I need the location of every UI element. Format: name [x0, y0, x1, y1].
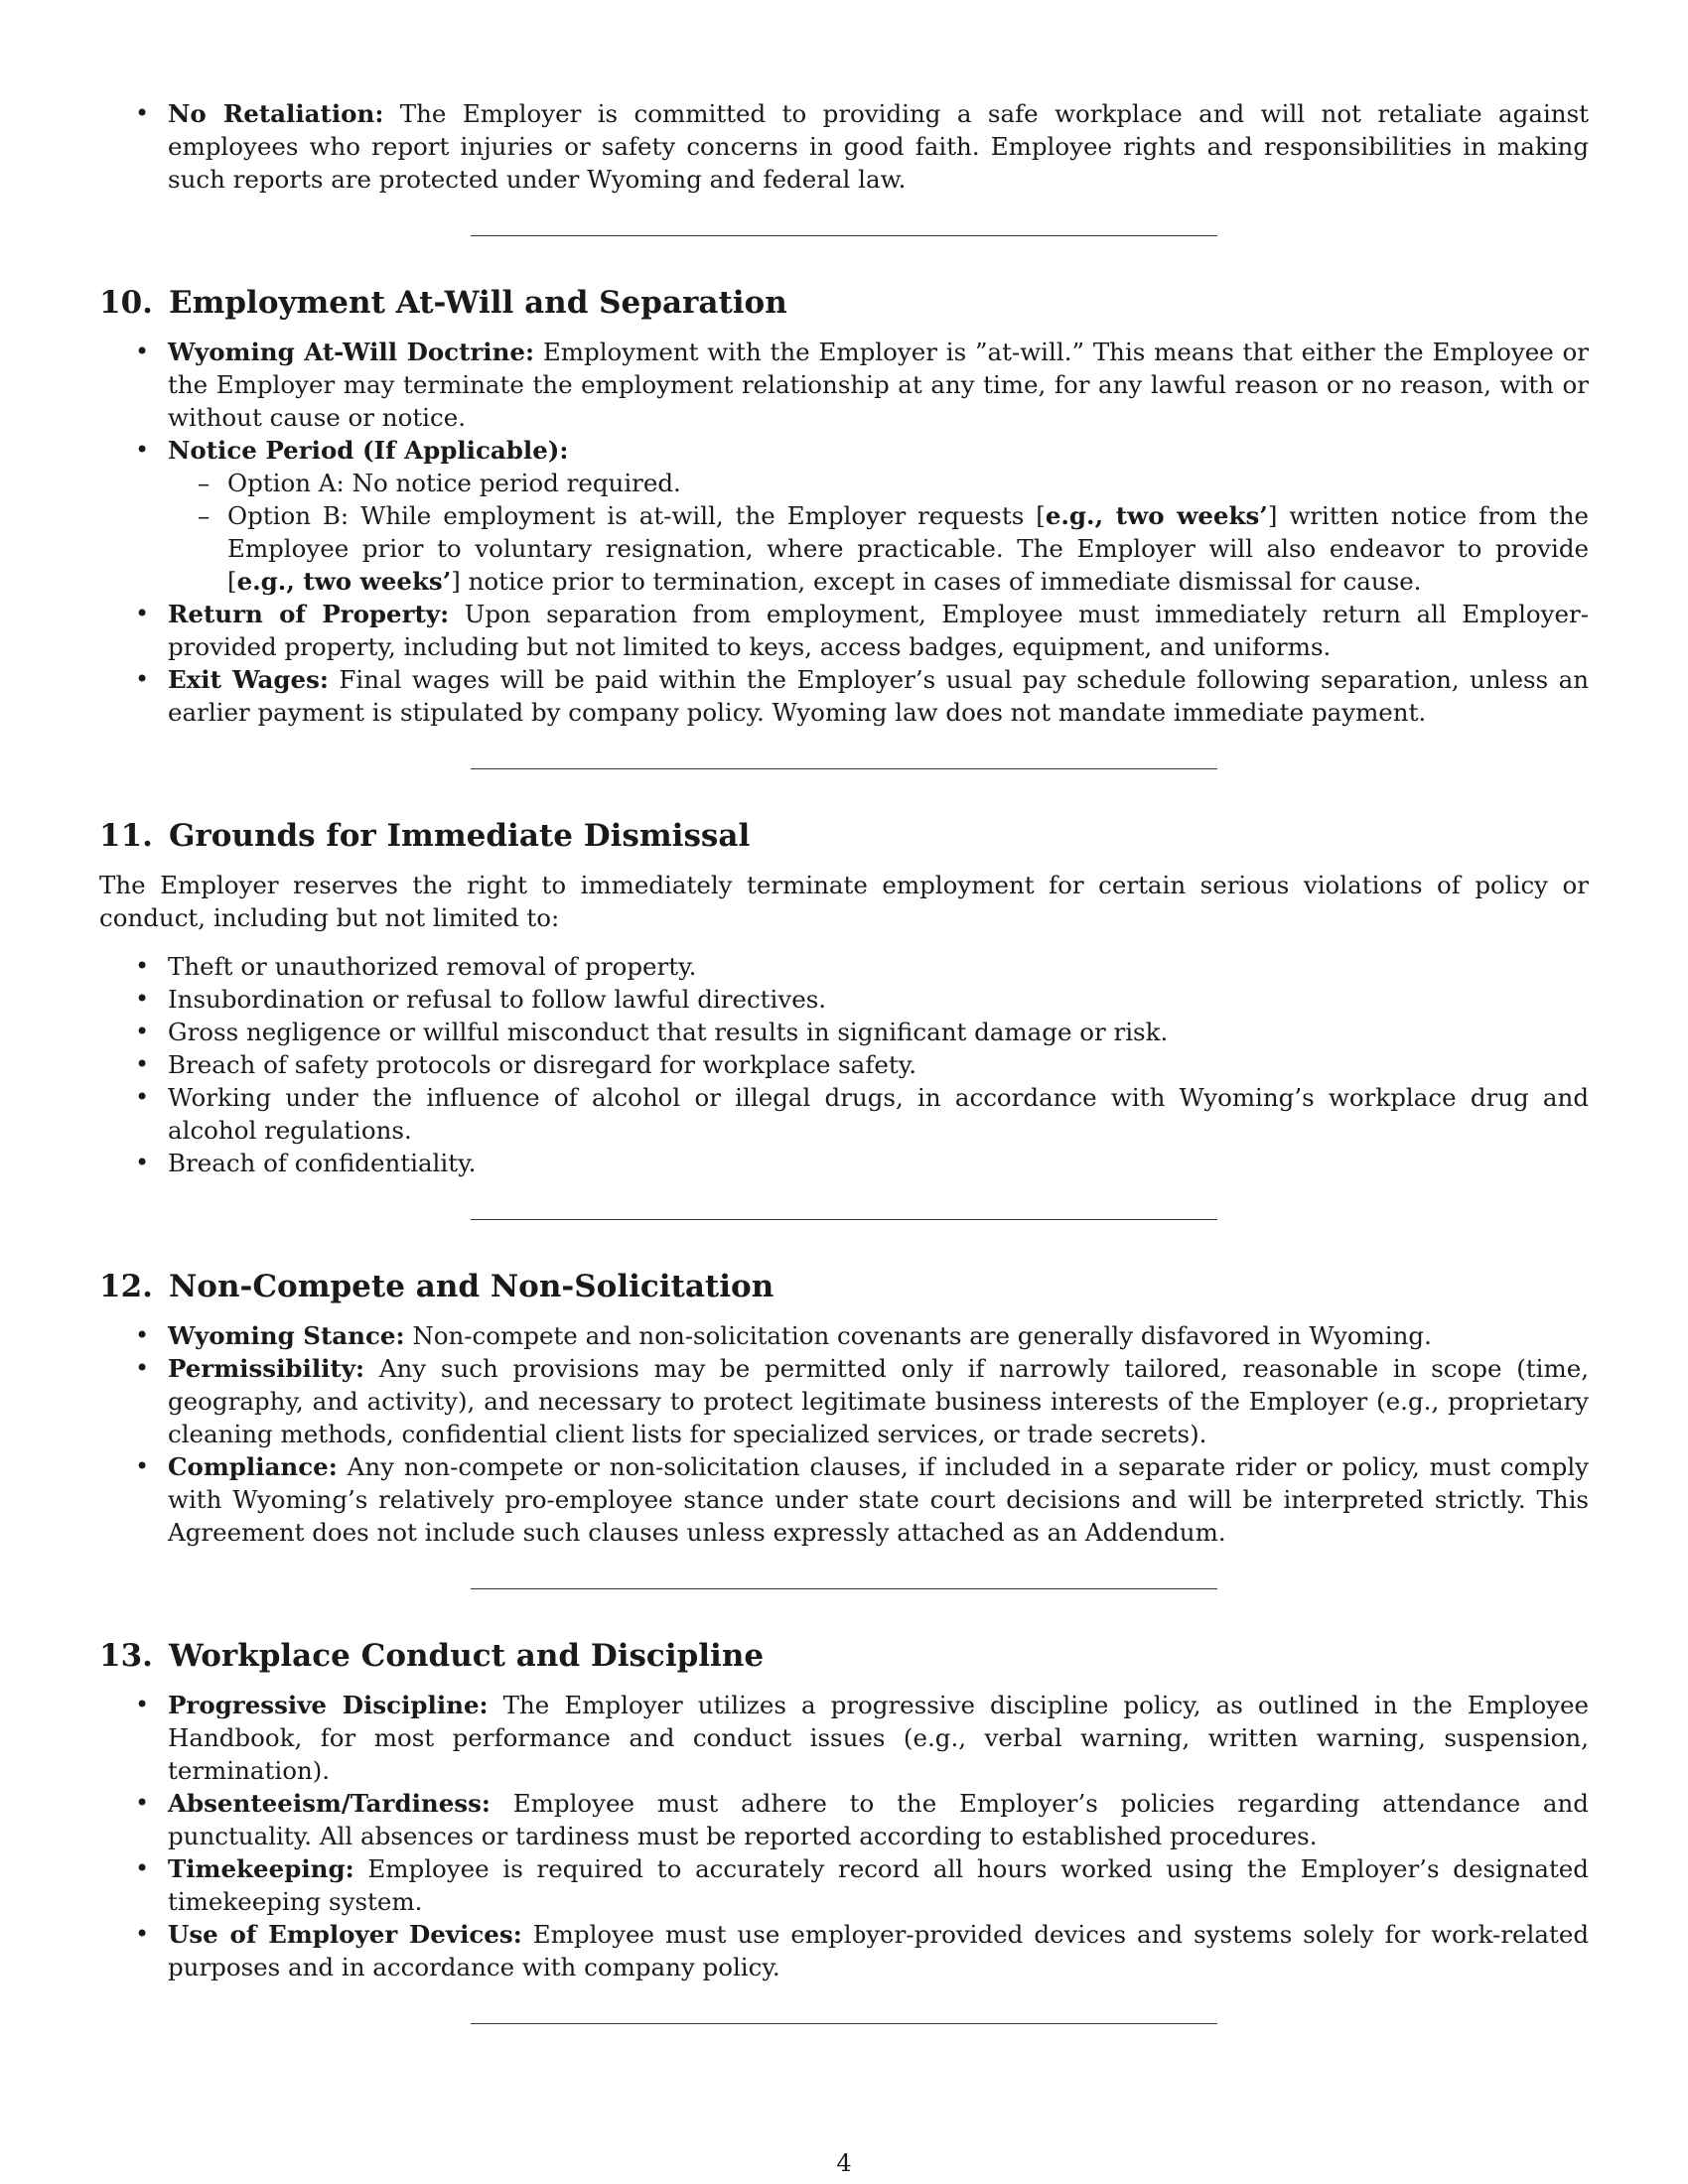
- list-item: • Breach of safety protocols or disregard for workplace safety.: [99, 1048, 1589, 1081]
- item-text: Employment with the Employer is ”at-will.” This means that either the Employee or the Employer may terminate the employment relationship at any time, for any lawful reason or no reason, with or without cause or notice.: [168, 338, 1590, 432]
- list-item: [99, 336, 1589, 434]
- document-page: [99, 97, 1589, 2024]
- retaliation-list: [99, 97, 1589, 196]
- item-label: Timekeeping:: [168, 1854, 354, 1883]
- item-text: Any non-compete or non-solicitation clauses, if included in a separate rider or policy, must comply with Wyoming’s relatively pro-employee stance under state court decisions and will be interpreted strictly. This Agreement does not include such clauses unless expressly attached as an Addendum.: [168, 1452, 1589, 1547]
- item-label: Wyoming At-Will Doctrine:: [168, 338, 535, 366]
- item-label: Compliance:: [168, 1452, 338, 1481]
- item-text: Upon separation from employment, Employee must immediately return all Employer-provided property, including but not limited to keys, access badges, equipment, and uniforms.: [168, 600, 1589, 661]
- item-label: Exit Wages:: [168, 665, 329, 694]
- list-item: [99, 663, 1589, 729]
- list-item: [99, 1352, 1589, 1450]
- item-text: The Employer utilizes a progressive discipline policy, as outlined in the Employee Handbook, for most performance and conduct issues (e.g., verbal warning, written warning, suspension, termination).: [168, 1691, 1589, 1785]
- list-item: [99, 434, 1589, 598]
- item-label: Absenteeism/Tardiness:: [168, 1789, 491, 1818]
- item-label: Permissibility:: [168, 1354, 365, 1383]
- option-a: – Option A: No notice period required.: [168, 467, 1589, 499]
- item-text: Employee is required to accurately record all hours worked using the Employer’s designated timekeeping system.: [168, 1854, 1589, 1916]
- section-heading-13: 13. Workplace Conduct and Discipline: [99, 1638, 765, 1674]
- section-divider: [471, 1219, 1217, 1220]
- item-label: No Retaliation:: [168, 99, 384, 128]
- list-item: [99, 97, 1589, 196]
- section-10-list: [99, 336, 1589, 729]
- section-divider: [471, 235, 1217, 236]
- page-number: 4: [836, 2149, 852, 2177]
- section-heading-11: 11. Grounds for Immediate Dismissal: [99, 818, 751, 854]
- section-13-list: [99, 1689, 1589, 1983]
- list-item: • Gross negligence or willful misconduct that results in significant damage or risk.: [99, 1016, 1589, 1048]
- section-divider: [471, 2023, 1217, 2024]
- section-12-list: [99, 1319, 1589, 1549]
- notice-options-list: [168, 467, 1589, 598]
- list-item: [99, 1450, 1589, 1549]
- list-item: [99, 1689, 1589, 1787]
- section-heading-12: 12. Non-Compete and Non-Solicitation: [99, 1269, 774, 1304]
- list-item: [99, 1319, 1589, 1352]
- item-text: Employee must adhere to the Employer’s policies regarding attendance and punctuality. All absences or tardiness must be reported according to established procedures.: [168, 1789, 1589, 1850]
- item-text: Any such provisions may be permitted only if narrowly tailored, reasonable in scope (time, geography, and activity), and necessary to protect legitimate business interests of the Employer (e.g., proprietary cleaning methods, confidential client lists for specialized services, or trade secrets).: [168, 1354, 1589, 1448]
- item-text: Non-compete and non-solicitation covenants are generally disfavored in Wyoming.: [412, 1321, 1432, 1350]
- item-label: Progressive Discipline:: [168, 1691, 489, 1719]
- list-item: • Insubordination or refusal to follow lawful directives.: [99, 983, 1589, 1016]
- item-text: Employee must use employer-provided devices and systems solely for work-related purposes and in accordance with company policy.: [168, 1920, 1590, 1981]
- item-label: Return of Property:: [168, 600, 450, 628]
- list-item: [99, 1787, 1589, 1852]
- list-item: [99, 598, 1589, 663]
- item-text: Final wages will be paid within the Employer’s usual pay schedule following separation, unless an earlier payment is stipulated by company policy. Wyoming law does not mandate immediate payment.: [168, 665, 1590, 727]
- section-divider: [471, 768, 1217, 769]
- item-text: The Employer is committed to providing a safe workplace and will not retaliate against employees who report injuries or safety concerns in good faith. Employee rights and responsibilities in making such reports are protected under Wyoming and federal law.: [168, 99, 1589, 194]
- section-11-intro: The Employer reserves the right to immediately terminate employment for certain serious violations of policy or conduct, including but not limited to:: [99, 871, 1589, 932]
- list-item: [99, 1918, 1589, 1983]
- section-divider: [471, 1588, 1217, 1589]
- item-label: Wyoming Stance:: [168, 1321, 405, 1350]
- list-item: [99, 1852, 1589, 1918]
- section-11-list: [99, 950, 1589, 1179]
- item-label: Use of Employer Devices:: [168, 1920, 522, 1949]
- list-item: • Breach of confidentiality.: [99, 1147, 1589, 1179]
- item-label: Notice Period (If Applicable):: [168, 436, 569, 465]
- section-heading-10: 10. Employment At-Will and Separation: [99, 285, 787, 321]
- option-b: – Option B: While employment is at-will, the Employer requests [e.g., two weeks’] written notice from the Employee prior to voluntary resignation, where practicable. The Employer will also endeavor to provide [e.g., two weeks’] notice prior to termination, except in cases of immediate dismissal for cause.: [168, 499, 1589, 598]
- list-item: • Theft or unauthorized removal of property.: [99, 950, 1589, 983]
- list-item: • Working under the influence of alcohol or illegal drugs, in accordance with Wyoming’s workplace drug and alcohol regulations.: [99, 1081, 1589, 1147]
